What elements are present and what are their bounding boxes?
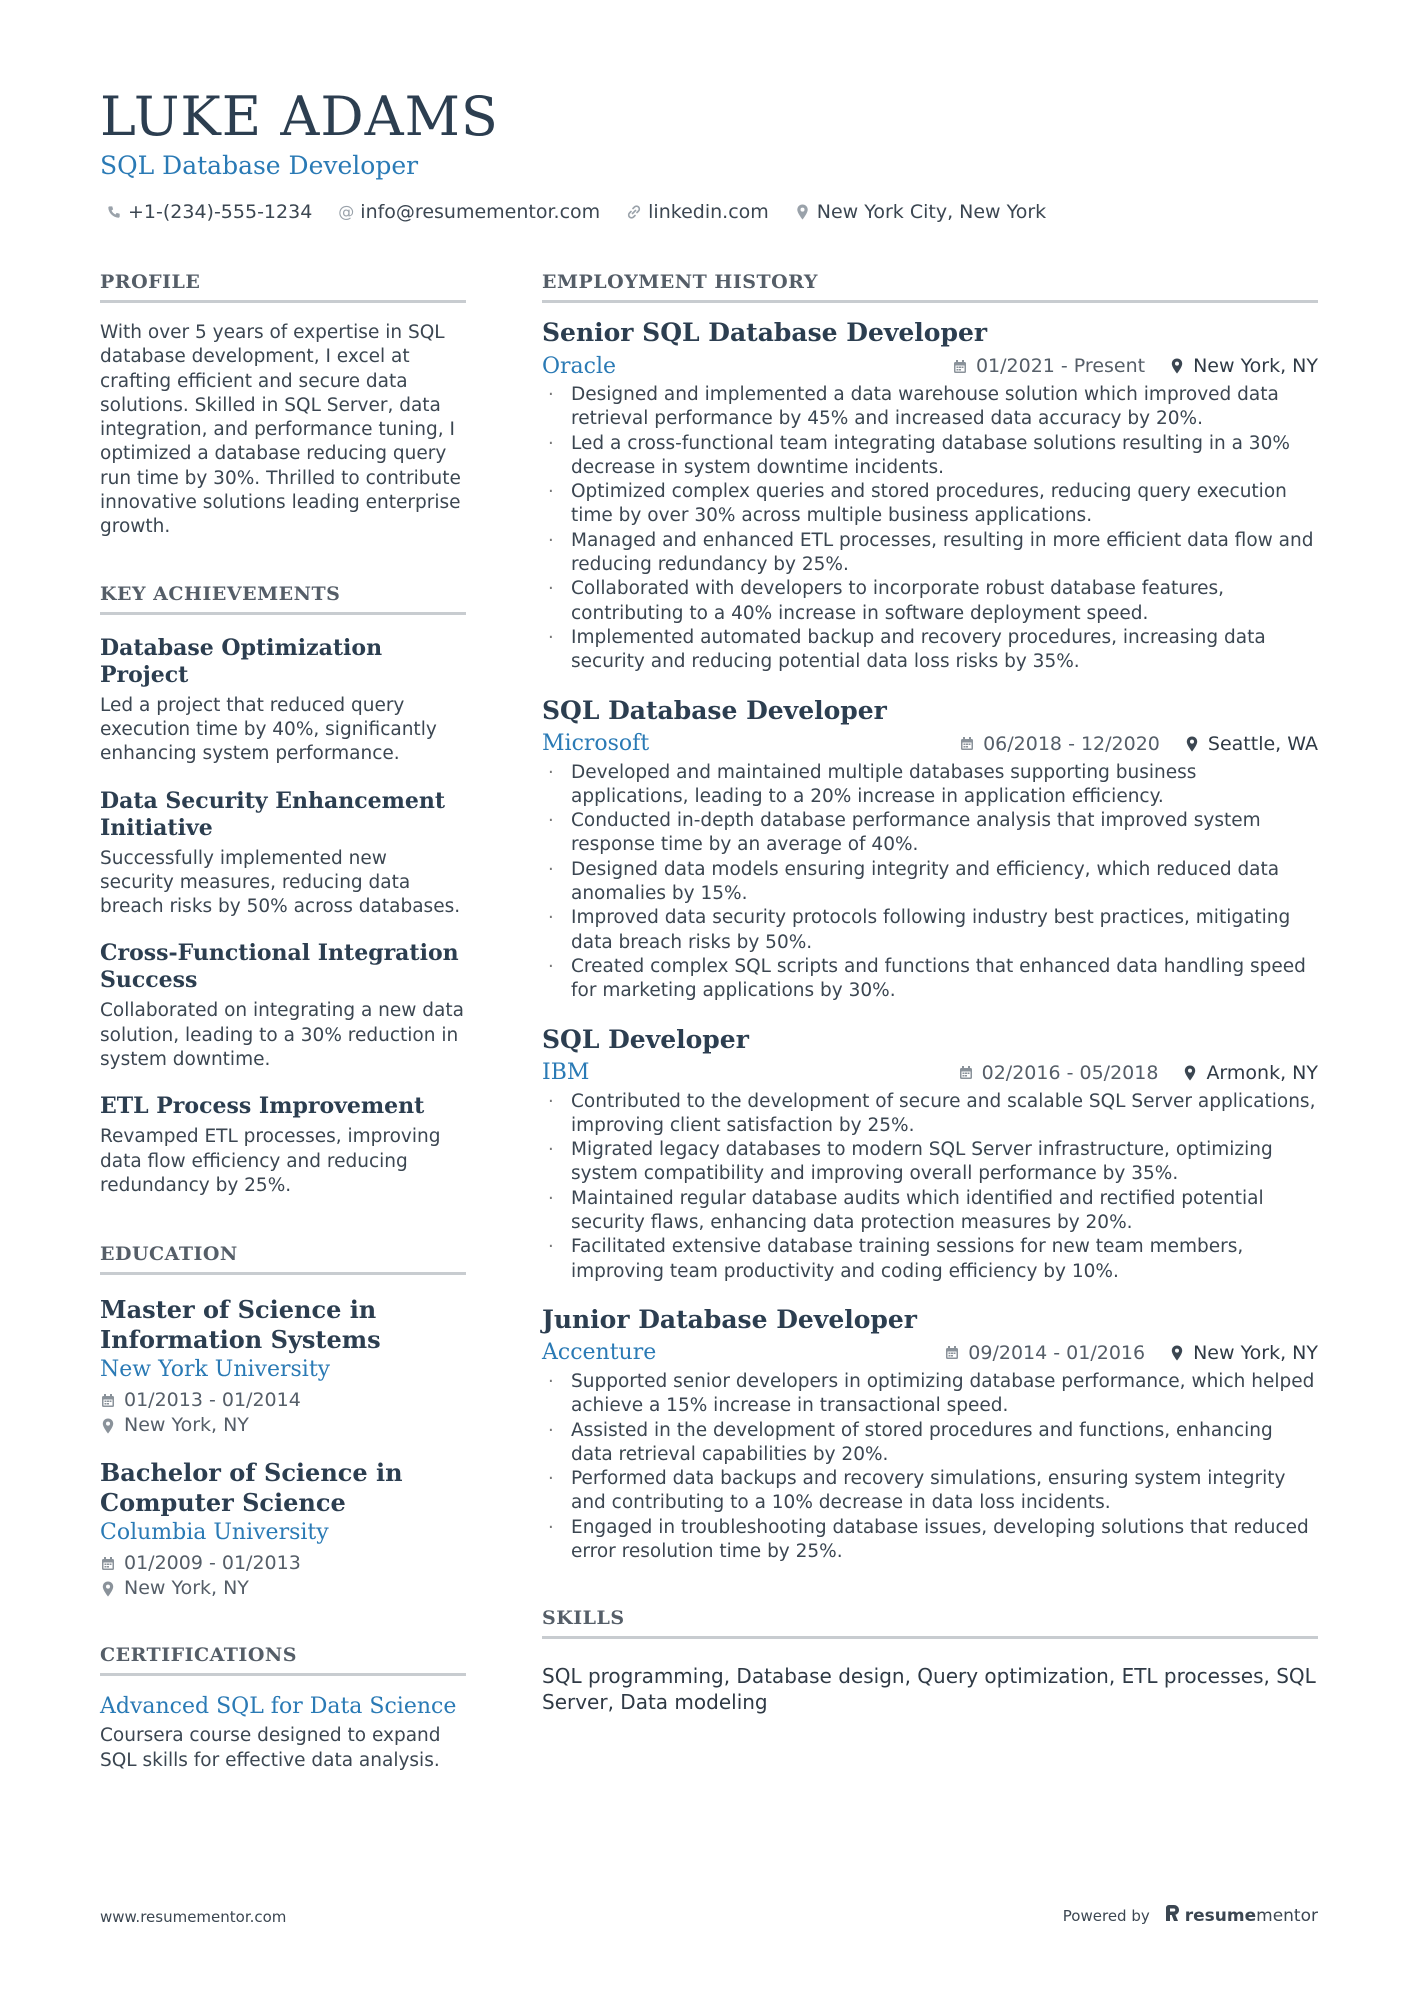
job-dates-text: 09/2014 - 01/2016 xyxy=(968,1341,1146,1364)
job-location xyxy=(1169,1342,1318,1364)
job-bullets xyxy=(542,761,1318,1004)
left-column xyxy=(100,270,466,1773)
map-pin-icon xyxy=(1169,358,1185,374)
job-dates-text: 06/2018 - 12/2020 xyxy=(983,732,1160,755)
calendar-icon xyxy=(944,1345,960,1361)
footer-brand xyxy=(1063,1904,1318,1927)
contact-phone[interactable] xyxy=(106,198,312,226)
calendar-icon xyxy=(100,1556,116,1572)
job-title: Senior SQL Database Developer xyxy=(542,318,988,347)
certification-text: Coursera course designed to expand SQL skills for effective data analysis. xyxy=(100,1725,441,1771)
profile-text: With over 5 years of expertise in SQL database development, I excel at crafting efficient and secure data solutions. Skilled in SQL Server, data integration, and performance tuning, I optimized a database reducing query run time by 30%. Thrilled to contribute innovative solutions leading enterprise growth. xyxy=(100,322,461,538)
education-location xyxy=(100,1413,466,1438)
job-bullet: · Performed data backups and recovery simulations, ensuring system integrity and contributing to a 10% decrease in data loss incidents. xyxy=(542,1467,1318,1516)
job-bullet: · Maintained regular database audits which identified and rectified potential security flaws, enhancing data protection measures by 20%. xyxy=(542,1187,1318,1236)
employment-heading: EMPLOYMENT HISTORY xyxy=(542,270,1318,303)
job-bullets xyxy=(542,1370,1318,1564)
contact-linkedin[interactable] xyxy=(626,198,769,226)
map-pin-icon xyxy=(1169,1345,1185,1361)
location-text: New York City, New York xyxy=(816,201,1047,223)
calendar-icon xyxy=(958,1065,974,1081)
job-bullet: · Managed and enhanced ETL processes, resulting in more efficient data flow and reducing redundancy by 25%. xyxy=(542,529,1318,578)
education-location-text: New York, NY xyxy=(124,1414,249,1437)
education-heading: EDUCATION xyxy=(100,1242,466,1275)
education-item xyxy=(100,1458,466,1601)
job-bullet: · Collaborated with developers to incorporate robust database features, contributing to a 40% increase in software deployment speed. xyxy=(542,577,1318,626)
achievement-text: Revamped ETL processes, improving data flow efficiency and reducing redundancy by 25%. xyxy=(100,1126,441,1196)
calendar-icon xyxy=(100,1393,116,1409)
achievements-heading: KEY ACHIEVEMENTS xyxy=(100,582,466,615)
job-entry xyxy=(542,1304,1318,1564)
contact-email[interactable] xyxy=(338,198,600,226)
job-title: SQL Developer xyxy=(542,1024,749,1054)
education-location xyxy=(100,1576,466,1601)
job-bullet: · Created complex SQL scripts and functions that enhanced data handling speed for marketing applications by 30%. xyxy=(542,955,1318,1004)
employment-section xyxy=(542,270,1318,1564)
phone-text: +1-(234)-555-1234 xyxy=(128,201,313,223)
job-location-text: New York, NY xyxy=(1193,1341,1318,1364)
job-dates xyxy=(944,1342,1145,1364)
brand-logo[interactable] xyxy=(1164,1904,1318,1927)
education-degree: Master of Science in Information Systems xyxy=(100,1295,381,1355)
job-bullet: · Led a cross-functional team integrating database solutions resulting in a 30% decrease in system downtime incidents. xyxy=(542,432,1318,481)
job-bullets xyxy=(542,383,1318,675)
job-dates xyxy=(952,355,1145,377)
job-company: IBM xyxy=(542,1060,590,1086)
education-location-text: New York, NY xyxy=(124,1577,249,1600)
education-degree: Bachelor of Science in Computer Science xyxy=(100,1458,403,1518)
job-dates xyxy=(959,733,1160,755)
calendar-icon xyxy=(952,358,968,374)
powered-by-label: Powered by xyxy=(1062,1906,1150,1925)
brand-word-bold: resume xyxy=(1184,1905,1257,1926)
job-bullet: · Implemented automated backup and recovery procedures, increasing data security and reducing potential data loss risks by 35%. xyxy=(542,626,1318,675)
job-bullet: · Developed and maintained multiple databases supporting business applications, leading to a 20% increase in application efficiency. xyxy=(542,761,1318,810)
education-dates xyxy=(100,1388,466,1413)
job-bullet: · Assisted in the development of stored procedures and functions, enhancing data retrieval capabilities by 20%. xyxy=(542,1419,1318,1468)
job-meta-row xyxy=(542,1056,1318,1090)
job-location xyxy=(1184,733,1318,755)
achievement-text: Collaborated on integrating a new data solution, leading to a 30% reduction in system downtime. xyxy=(100,1000,464,1071)
job-entry xyxy=(542,1024,1318,1284)
profile-heading: PROFILE xyxy=(100,270,466,303)
achievement-text: Led a project that reduced query execution time by 40%, significantly enhancing system performance. xyxy=(100,694,437,765)
achievement-item xyxy=(100,788,466,920)
job-meta-row xyxy=(542,1336,1318,1370)
job-bullet: · Designed data models ensuring integrity and efficiency, which reduced data anomalies by 15%. xyxy=(542,858,1318,907)
education-dates-text: 01/2009 - 01/2013 xyxy=(124,1552,301,1575)
map-pin-icon xyxy=(1182,1065,1198,1081)
brand-wordmark xyxy=(1185,1906,1318,1926)
job-location xyxy=(1182,1062,1318,1084)
job-bullet: · Optimized complex queries and stored procedures, reducing query execution time by over 30% across multiple business applications. xyxy=(542,480,1318,529)
job-location-text: Armonk, NY xyxy=(1206,1061,1318,1084)
job-company: Oracle xyxy=(542,353,617,379)
education-dates xyxy=(100,1551,466,1576)
phone-icon xyxy=(106,204,122,220)
job-company: Accenture xyxy=(542,1340,657,1366)
job-bullet: · Designed and implemented a data warehouse solution which improved data retrieval performance by 45% and increased data accuracy by 20%. xyxy=(542,383,1318,432)
education-dates-text: 01/2013 - 01/2014 xyxy=(124,1389,301,1412)
right-column xyxy=(542,270,1318,1715)
map-pin-icon xyxy=(795,204,811,220)
job-dates-text: 01/2021 - Present xyxy=(975,355,1146,377)
job-location xyxy=(1169,355,1318,377)
job-bullet: · Migrated legacy databases to modern SQL Server infrastructure, optimizing system compatibility and improving overall performance by 35%. xyxy=(542,1138,1318,1187)
education-school: Columbia University xyxy=(100,1520,329,1546)
contact-location xyxy=(795,198,1046,226)
achievement-title: Database Optimization Project xyxy=(100,634,383,688)
job-title: SQL Database Developer xyxy=(542,695,887,725)
job-bullet: · Facilitated extensive database training sessions for new team members, improving team productivity and coding efficiency by 10%. xyxy=(542,1235,1318,1284)
linkedin-text: linkedin.com xyxy=(648,201,769,223)
achievement-item xyxy=(100,1093,466,1198)
achievement-text: Successfully implemented new security measures, reducing data breach risks by 50% across databases. xyxy=(100,847,461,918)
achievement-item xyxy=(100,940,466,1072)
job-meta-row xyxy=(542,727,1318,761)
job-bullet: · Supported senior developers in optimizing database performance, which helped achieve a 15% increase in transactional speed. xyxy=(542,1370,1318,1419)
skills-text: SQL programming, Database design, Query optimization, ETL processes, SQL Server, Data modeling xyxy=(542,1664,1316,1715)
profile-section xyxy=(100,270,466,540)
achievements-section xyxy=(100,582,466,1199)
skills-heading: SKILLS xyxy=(542,1606,1318,1639)
map-pin-icon xyxy=(100,1418,116,1434)
certification-title: Advanced SQL for Data Science xyxy=(100,1694,457,1720)
job-dates-text: 02/2016 - 05/2018 xyxy=(981,1061,1159,1084)
job-title: Junior Database Developer xyxy=(542,1304,917,1334)
job-bullets xyxy=(542,1090,1318,1284)
link-icon xyxy=(626,204,642,220)
brand-r-icon xyxy=(1164,1904,1180,1927)
achievement-title: Cross-Functional Integration Success xyxy=(100,940,459,994)
achievement-title: Data Security Enhancement Initiative xyxy=(100,787,446,841)
contact-bar xyxy=(106,198,1046,226)
calendar-icon xyxy=(959,736,975,752)
job-entry xyxy=(542,695,1318,1004)
achievement-title: ETL Process Improvement xyxy=(100,1093,425,1120)
job-dates xyxy=(958,1062,1159,1084)
education-school: New York University xyxy=(100,1357,331,1383)
candidate-role: SQL Database Developer xyxy=(100,151,419,180)
job-location-text: New York, NY xyxy=(1193,355,1318,377)
candidate-name: LUKE ADAMS xyxy=(100,85,499,148)
footer-website[interactable]: www.resumementor.com xyxy=(100,1908,287,1926)
job-bullet: · Contributed to the development of secure and scalable SQL Server applications, improving client satisfaction by 25%. xyxy=(542,1090,1318,1139)
brand-word-rest: mentor xyxy=(1256,1905,1318,1926)
job-company: Microsoft xyxy=(542,731,650,757)
email-text: info@resumementor.com xyxy=(360,201,601,223)
achievement-item xyxy=(100,635,466,767)
skills-section xyxy=(542,1606,1318,1715)
education-item xyxy=(100,1295,466,1438)
job-meta-row xyxy=(542,349,1318,383)
certification-item xyxy=(100,1692,466,1773)
at-icon: @ xyxy=(338,202,355,221)
job-bullet: · Conducted in-depth database performance analysis that improved system response time by an average of 40%. xyxy=(542,809,1318,858)
map-pin-icon xyxy=(100,1581,116,1597)
education-section xyxy=(100,1242,466,1601)
job-entry xyxy=(542,317,1318,675)
job-location-text: Seattle, WA xyxy=(1207,732,1318,755)
map-pin-icon xyxy=(1184,736,1200,752)
job-bullet: · Improved data security protocols following industry best practices, mitigating data breach risks by 50%. xyxy=(542,906,1318,955)
job-bullet: · Engaged in troubleshooting database issues, developing solutions that reduced error resolution time by 25%. xyxy=(542,1516,1318,1565)
certifications-section xyxy=(100,1643,466,1773)
certifications-heading: CERTIFICATIONS xyxy=(100,1643,466,1676)
